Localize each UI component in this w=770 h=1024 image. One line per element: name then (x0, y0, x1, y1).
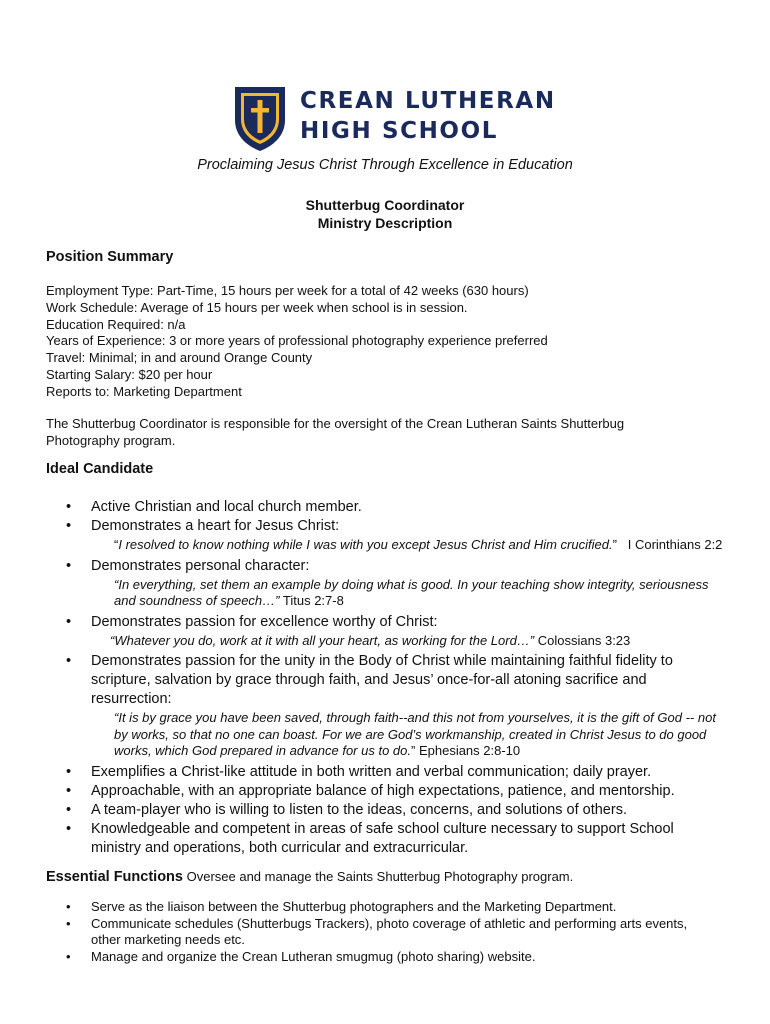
essential-functions (46, 869, 573, 885)
essential-functions-list (64, 899, 704, 965)
list-item: • Serve as the liaison between the Shutterbug photographers and the Marketing Department. (64, 899, 704, 916)
scripture-quote: “In everything, set them an example by doing what is good. In your teaching show integrity, seriousness and soundness of speech…” Titus 2:7-8 (114, 576, 709, 608)
summary-line: Employment Type: Part-Time, 15 hours per week for a total of 42 weeks (630 hours) (46, 283, 529, 298)
tagline: Proclaiming Jesus Christ Through Excellence in Education (197, 157, 573, 173)
list-item: • A team-player who is willing to listen to the ideas, concerns, and solutions of others. (64, 801, 724, 820)
scripture-quote: “I resolved to know nothing while I was with you except Jesus Christ and Him crucified.” I Corinthians 2:2 (114, 537, 723, 552)
summary-line: Reports to: Marketing Department (46, 383, 242, 399)
essential-functions-intro: Oversee and manage the Saints Shutterbug Photography program. (186, 869, 574, 884)
summary-line: Education Required: n/a (46, 316, 186, 332)
list-item: • Demonstrates a heart for Jesus Christ: “I resolved to know nothing while I was with you except Jesus Christ and Him crucified.” I Corinthians 2:2 (64, 517, 724, 554)
cross-shield-icon (232, 84, 288, 154)
list-item: • Active Christian and local church member. (64, 498, 724, 517)
summary-line: Travel: Minimal; in and around Orange County (46, 350, 313, 366)
school-logo (232, 84, 556, 154)
ideal-candidate-list (64, 498, 724, 858)
essential-functions-heading: Essential Functions (46, 869, 183, 885)
list-item: • Knowledgeable and competent in areas of safe school culture necessary to support School ministry and operations, both curricular and extracurricular. (64, 820, 724, 858)
school-name-line1: CREAN LUTHERAN (300, 88, 556, 114)
summary-line: Work Schedule: Average of 15 hours per week when school is in session. (46, 299, 468, 315)
list-item: • Manage and organize the Crean Lutheran smugmug (photo sharing) website. (64, 949, 704, 966)
list-item: • Communicate schedules (Shutterbugs Trackers), photo coverage of athletic and performing arts events, other marketing needs etc. (64, 916, 704, 949)
list-item: • Demonstrates personal character: “In everything, set them an example by doing what is good. In your teaching show integrity, seriousness and soundness of speech…” Titus 2:7-8 (64, 557, 724, 610)
scripture-quote: “Whatever you do, work at it with all your heart, as working for the Lord…” Colossians 3:23 (110, 632, 631, 648)
school-name-line2: HIGH SCHOOL (300, 118, 498, 144)
position-summary-heading: Position Summary (46, 249, 174, 265)
title-line1: Shutterbug Coordinator (305, 197, 465, 213)
list-item: • Demonstrates passion for excellence worthy of Christ: “Whatever you do, work at it with all your heart, as working for the Lord…” Colossians 3:23 (64, 613, 724, 650)
scripture-quote: “It is by grace you have been saved, through faith--and this not from yourselves, it is the gift of God -- not by works, so that no one can boast. For we are God’s workmanship, created in Christ Jesus to do good works, which God prepared in advance for us to do.” Ephesians 2:8-10 (114, 710, 716, 758)
position-summary-list (46, 283, 548, 401)
summary-paragraph: The Shutterbug Coordinator is responsible for the oversight of the Crean Lutheran Saints Shutterbug Photography program. (46, 416, 625, 448)
school-name (300, 86, 556, 146)
summary-line: Years of Experience: 3 or more years of professional photography experience preferred (46, 333, 548, 349)
title-line2: Ministry Description (317, 215, 453, 231)
document-title (0, 196, 770, 232)
list-item: • Demonstrates passion for the unity in the Body of Christ while maintaining faithful fidelity to scripture, salvation by grace through faith, and Jesus’ once-for-all atoning sacrifice and resurrection: “It is by grace you have been saved, through faith--and this not from yourselves, it is the gift of God -- not by works, so that no one can boast. For we are God’s workmanship, created in Christ Jesus to do good works, which God prepared in advance for us to do.” Ephesians 2:8-10 (64, 652, 724, 760)
list-item: • Approachable, with an appropriate balance of high expectations, patience, and mentorship. (64, 782, 724, 801)
list-item: • Exemplifies a Christ-like attitude in both written and verbal communication; daily prayer. (64, 763, 724, 782)
summary-line: Starting Salary: $20 per hour (46, 366, 213, 382)
ideal-candidate-heading: Ideal Candidate (46, 461, 154, 477)
